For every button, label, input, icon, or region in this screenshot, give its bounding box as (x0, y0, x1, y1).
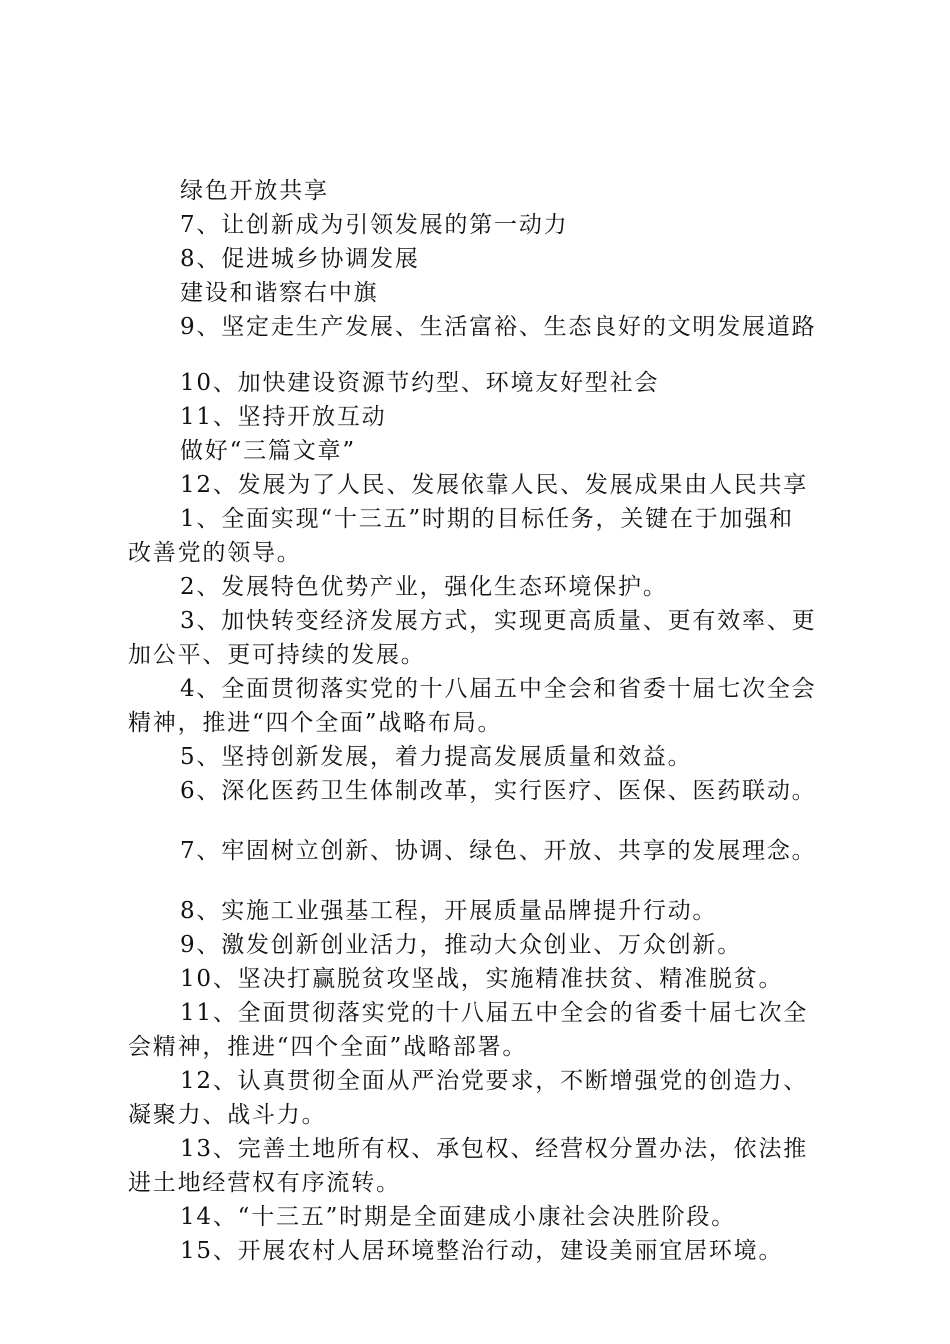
text-line: 改善党的领导。 (128, 540, 302, 566)
paragraph-gap (128, 808, 833, 834)
text-line: 3、加快转变经济发展方式，实现更高质量、更有效率、更 (180, 608, 817, 634)
text-line: 11、全面贯彻落实党的十八届五中全会的省委十届七次全 (180, 1000, 809, 1026)
text-line: 8、实施工业强基工程，开展质量品牌提升行动。 (180, 898, 718, 924)
text-line: 进土地经营权有序流转。 (128, 1170, 401, 1196)
text-line: 14、“十三五”时期是全面建成小康社会决胜阶段。 (180, 1204, 736, 1230)
text-line: 凝聚力、战斗力。 (128, 1102, 327, 1128)
text-line: 绿色开放共享 (180, 178, 329, 204)
text-line: 13、完善土地所有权、承包权、经营权分置办法，依法推 (180, 1136, 809, 1162)
text-line: 15、开展农村人居环境整治行动，建设美丽宜居环境。 (180, 1238, 784, 1264)
text-line: 10、加快建设资源节约型、环境友好型社会 (180, 370, 660, 396)
text-line: 2、发展特色优势产业，强化生态环境保护。 (180, 574, 668, 600)
text-line: 12、认真贯彻全面从严治党要求，不断增强党的创造力、 (180, 1068, 809, 1094)
text-line: 9、坚定走生产发展、生活富裕、生态良好的文明发展道路 (180, 314, 817, 340)
text-line: 8、促进城乡协调发展 (180, 246, 420, 272)
text-line: 建设和谐察右中旗 (180, 280, 379, 306)
text-line: 12、发展为了人民、发展依靠人民、发展成果由人民共享 (180, 472, 809, 498)
paragraph-gap (128, 344, 833, 366)
text-line: 1、全面实现“十三五”时期的目标任务，关键在于加强和 (180, 506, 794, 532)
text-line: 4、全面贯彻落实党的十八届五中全会和省委十届七次全会 (180, 676, 817, 702)
text-line: 会精神，推进“四个全面”战略部署。 (128, 1034, 528, 1060)
text-line: 精神，推进“四个全面”战略布局。 (128, 710, 503, 736)
text-line: 11、坚持开放互动 (180, 404, 387, 430)
text-line: 做好“三篇文章” (180, 438, 356, 464)
text-line: 6、深化医药卫生体制改革，实行医疗、医保、医药联动。 (180, 778, 817, 804)
text-line: 5、坚持创新发展，着力提高发展质量和效益。 (180, 744, 693, 770)
text-line: 7、牢固树立创新、协调、绿色、开放、共享的发展理念。 (180, 838, 817, 864)
paragraph-gap (128, 868, 833, 894)
text-line: 7、让创新成为引领发展的第一动力 (180, 212, 569, 238)
text-line: 9、激发创新创业活力，推动大众创业、万众创新。 (180, 932, 743, 958)
document-body (128, 174, 833, 1268)
text-line: 10、坚决打赢脱贫攻坚战，实施精准扶贫、精准脱贫。 (180, 966, 784, 992)
text-line: 加公平、更可持续的发展。 (128, 642, 426, 668)
